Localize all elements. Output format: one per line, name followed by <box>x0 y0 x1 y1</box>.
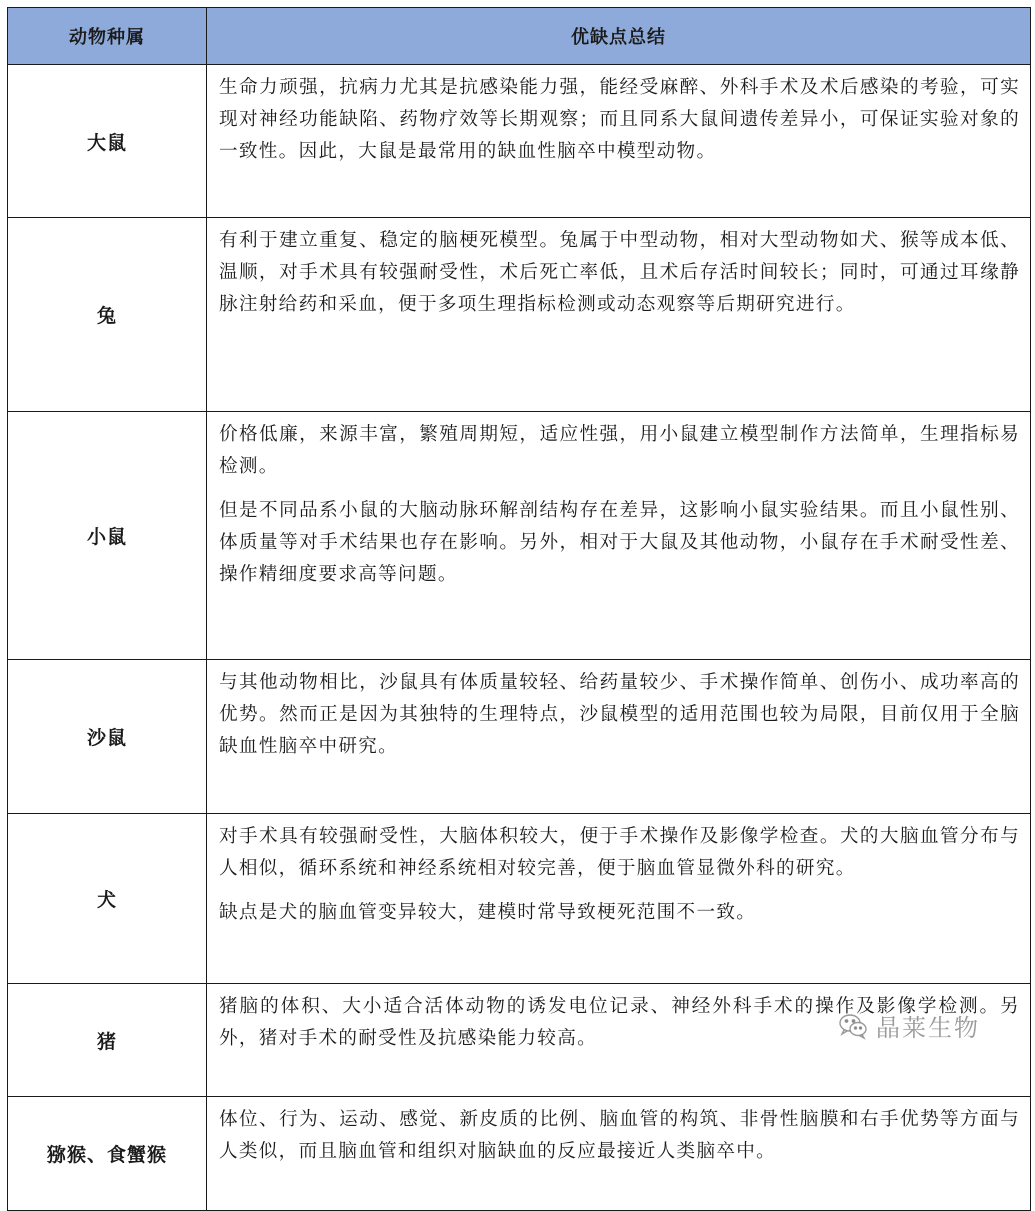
summary-paragraph: 与其他动物相比，沙鼠具有体质量较轻、给药量较少、手术操作简单、创伤小、成功率高的优势。然而正是因为其独特的生理特点，沙鼠模型的适用范围也较为局限，目前仅用于全脑缺血性脑卒中研究。 <box>219 672 1020 757</box>
summary-paragraph: 对手术具有较强耐受性，大脑体积较大，便于手术操作及影像学检查。犬的大脑血管分布与人相似，循环系统和神经系统相对较完善，便于脑血管显微外科的研究。 <box>219 826 1020 879</box>
comparison-table-container <box>7 7 1030 1211</box>
species-cell: 猪 <box>8 984 207 1097</box>
species-cell: 大鼠 <box>8 65 207 218</box>
species-cell: 小鼠 <box>8 412 207 660</box>
table-row <box>8 660 1031 814</box>
summary-cell <box>207 65 1031 218</box>
table-row <box>8 1097 1031 1211</box>
header-species: 动物种属 <box>8 8 207 65</box>
summary-cell <box>207 814 1031 984</box>
summary-paragraph: 有利于建立重复、稳定的脑梗死模型。兔属于中型动物，相对大型动物如犬、猴等成本低、温顺，对手术具有较强耐受性，术后死亡率低，且术后存活时间较长；同时，可通过耳缘静脉注射给药和采血，便于多项生理指标检测或动态观察等后期研究进行。 <box>219 230 1020 315</box>
table-row <box>8 984 1031 1097</box>
species-cell: 犬 <box>8 814 207 984</box>
species-cell: 猕猴、食蟹猴 <box>8 1097 207 1211</box>
table-header-row <box>8 8 1031 65</box>
table-row <box>8 412 1031 660</box>
summary-paragraph: 缺点是犬的脑血管变异较大，建模时常导致梗死范围不一致。 <box>219 902 757 923</box>
summary-cell <box>207 412 1031 660</box>
summary-paragraph: 生命力顽强，抗病力尤其是抗感染能力强，能经受麻醉、外科手术及术后感染的考验，可实现对神经功能缺陷、药物疗效等长期观察；而且同系大鼠间遗传差异小，可保证实验对象的一致性。因此，大鼠是最常用的缺血性脑卒中模型动物。 <box>219 77 1020 162</box>
summary-paragraph: 但是不同品系小鼠的大脑动脉环解剖结构存在差异，这影响小鼠实验结果。而且小鼠性别、体质量等对手术结果也存在影响。另外，相对于大鼠及其他动物，小鼠存在手术耐受性差、操作精细度要求高等问题。 <box>219 500 1020 585</box>
watermark-text: 晶莱生物 <box>876 1014 980 1042</box>
summary-paragraph: 猪脑的体积、大小适合活体动物的诱发电位记录、神经外科手术的操作及影像学检测。另外，猪对手术的耐受性及抗感染能力较高。 <box>219 996 1020 1049</box>
table-row <box>8 814 1031 984</box>
summary-paragraph: 体位、行为、运动、感觉、新皮质的比例、脑血管的构筑、非骨性脑膜和右手优势等方面与人类似，而且脑血管和组织对脑缺血的反应最接近人类脑卒中。 <box>219 1109 1020 1162</box>
summary-cell <box>207 984 1031 1097</box>
summary-paragraph: 价格低廉，来源丰富，繁殖周期短，适应性强，用小鼠建立模型制作方法简单，生理指标易检测。 <box>219 424 1020 477</box>
animal-model-comparison-table <box>7 7 1031 1211</box>
header-summary: 优缺点总结 <box>207 8 1031 65</box>
table-row <box>8 218 1031 412</box>
table-row <box>8 65 1031 218</box>
summary-cell <box>207 660 1031 814</box>
species-cell: 兔 <box>8 218 207 412</box>
summary-cell <box>207 218 1031 412</box>
species-cell: 沙鼠 <box>8 660 207 814</box>
summary-cell <box>207 1097 1031 1211</box>
